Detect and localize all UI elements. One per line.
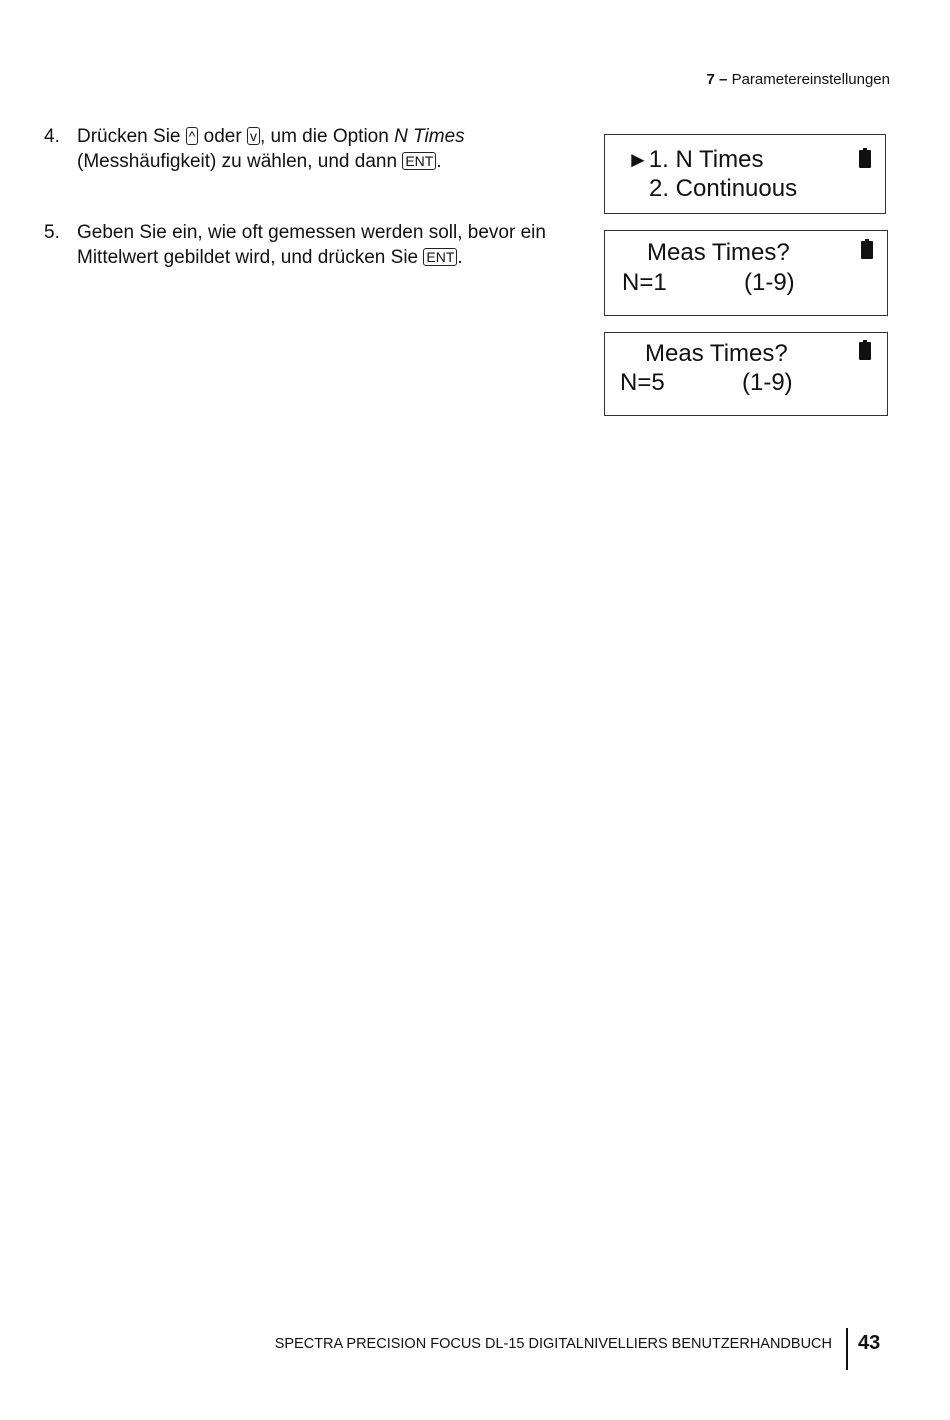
menu-item-label: 1. N Times [648, 146, 764, 173]
cursor-arrow-icon: ► [627, 147, 649, 172]
step-text-part: Mittelwert gebildet wird, und drücken Sie [77, 247, 419, 268]
meas-times-value: N=5 [620, 369, 665, 396]
lcd-screen-meas-n5 [604, 332, 888, 416]
step-text-part: Geben Sie ein, wie oft gemessen werden soll, bevor ein [77, 222, 546, 243]
option-name: N Times [394, 126, 465, 147]
step-4 [44, 124, 564, 174]
step-text [77, 220, 564, 270]
meas-times-range: (1-9) [744, 269, 795, 296]
step-text [77, 124, 564, 174]
meas-times-value: N=1 [622, 269, 667, 296]
battery-icon [859, 340, 871, 360]
chapter-number: 7 – [706, 71, 728, 88]
menu-item-continuous: 2. Continuous [649, 175, 798, 202]
meas-times-prompt: Meas Times? [645, 340, 788, 367]
step-number: 5. [44, 222, 60, 243]
down-key-icon: v [247, 127, 260, 145]
menu-item-n-times [627, 146, 763, 174]
enter-key-icon: ENT [423, 248, 457, 266]
battery-icon [861, 239, 873, 259]
step-text-part: , um die Option [259, 126, 389, 147]
step-text-part: . [436, 151, 442, 172]
enter-key-icon: ENT [402, 152, 436, 170]
step-text-part: . [457, 247, 463, 268]
up-key-icon: ^ [186, 127, 199, 145]
page-number: 43 [858, 1332, 881, 1354]
step-text-part: Drücken Sie [77, 126, 181, 147]
step-text-part: (Messhäufigkeit) zu wählen, und dann [77, 151, 398, 172]
footer-divider [846, 1328, 848, 1370]
meas-times-prompt: Meas Times? [647, 239, 790, 266]
step-5 [44, 220, 564, 270]
step-text-part: oder [203, 126, 242, 147]
chapter-title: Parametereinstellungen [731, 71, 890, 88]
footer-title: SPECTRA PRECISION FOCUS DL-15 DIGITALNIVELLIERS BENUTZERHANDBUCH [274, 1336, 832, 1352]
step-number: 4. [44, 126, 60, 147]
lcd-screen-meas-n1 [604, 230, 888, 316]
page-header [707, 71, 890, 88]
lcd-screen-menu [604, 134, 886, 214]
battery-icon [859, 148, 871, 168]
meas-times-range: (1-9) [742, 369, 793, 396]
